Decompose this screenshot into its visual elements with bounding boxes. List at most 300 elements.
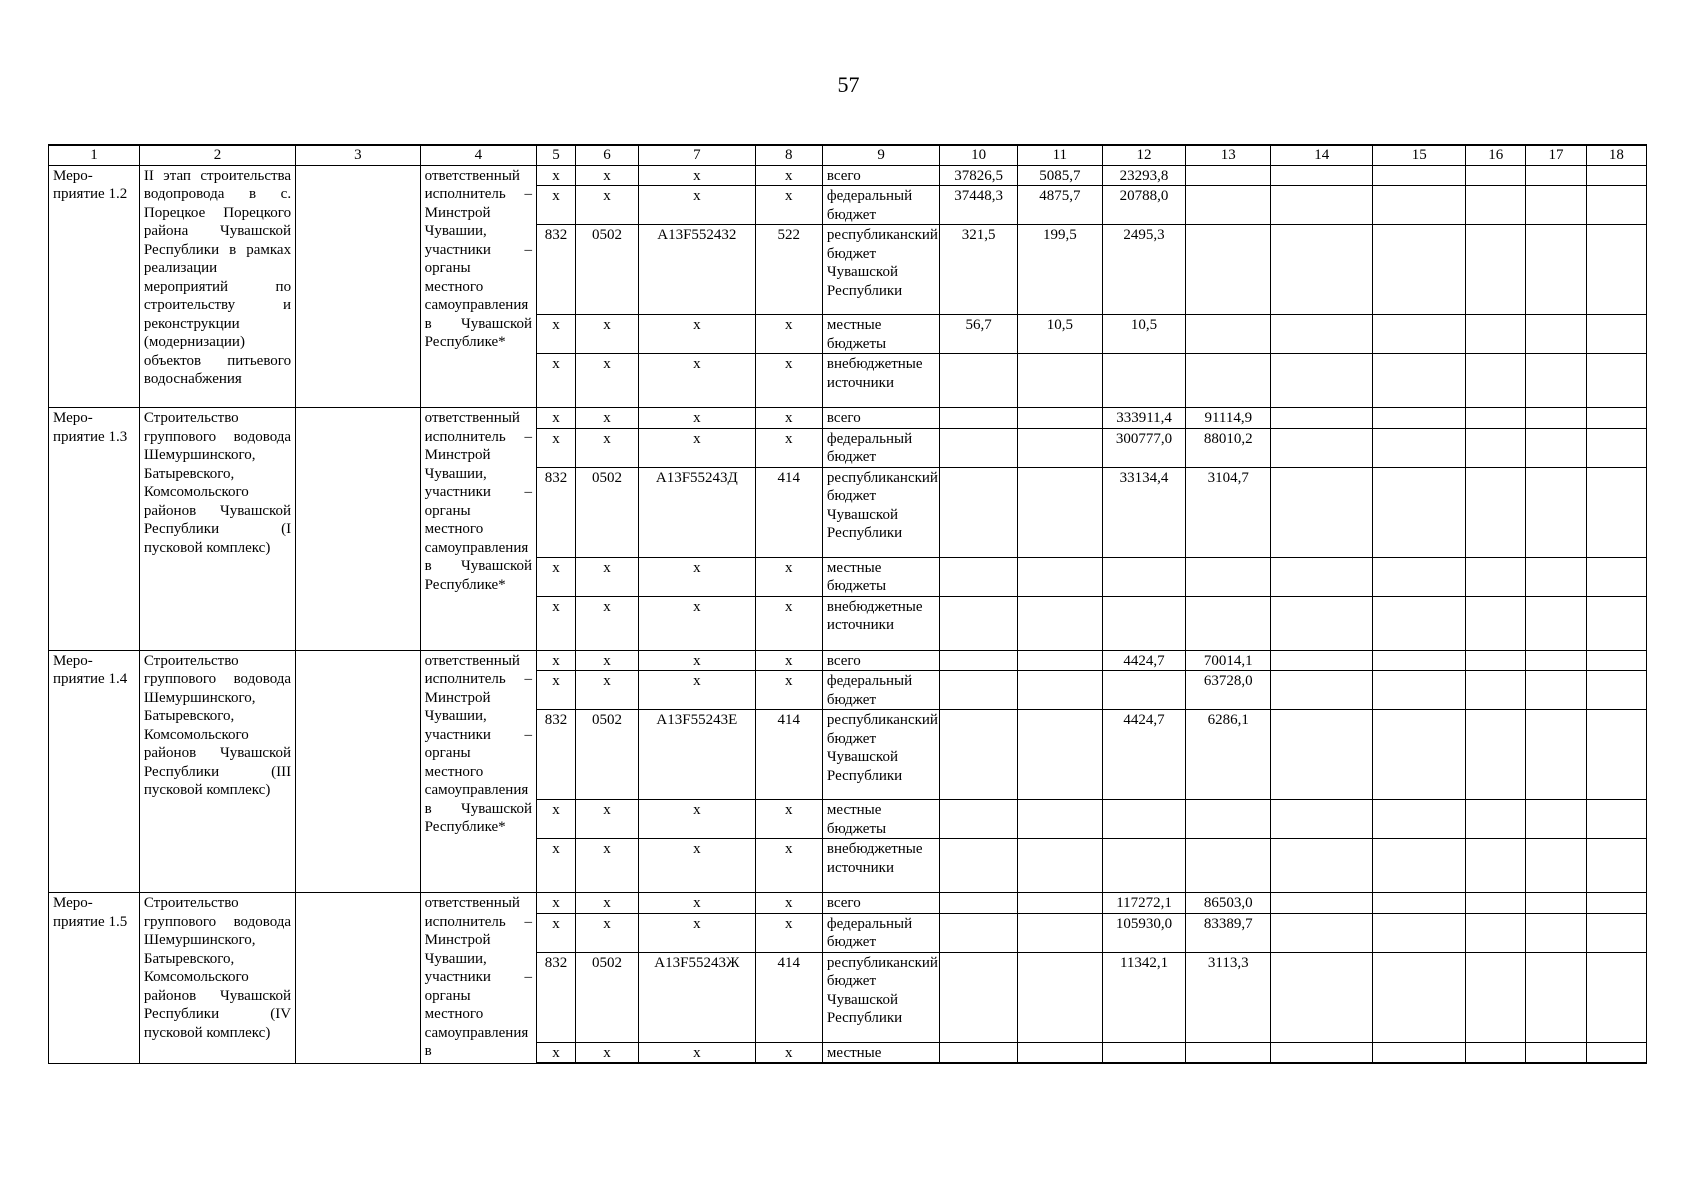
empty-col16 [1466,467,1526,557]
value-col13 [1186,165,1271,186]
grbs-code: x [537,671,576,710]
value-col12 [1102,557,1186,596]
header-col-12: 12 [1102,145,1186,165]
value-col11 [1017,913,1102,952]
empty-col17 [1526,839,1586,893]
empty-col15 [1373,913,1466,952]
value-col10: 56,7 [940,315,1018,354]
empty-col18 [1586,315,1646,354]
value-col11 [1017,557,1102,596]
value-col12 [1102,354,1186,408]
value-col10 [940,596,1018,650]
value-col10 [940,408,1018,429]
funding-source: всего [822,408,939,429]
empty-col14 [1271,1042,1373,1063]
header-col-15: 15 [1373,145,1466,165]
target-article-code: x [639,913,755,952]
empty-col14 [1271,165,1373,186]
grbs-code: 832 [537,710,576,800]
funding-source: республиканский бюджет Чувашской Республики [822,225,939,315]
value-col13 [1186,557,1271,596]
executor: ответственный исполнитель – Минстрой Чувашии, участники – органы местного самоуправления в Чувашской Республике* [420,165,536,408]
target-article-code: x [639,839,755,893]
empty-col17 [1526,1042,1586,1063]
event-number: Меро-приятие 1.3 [49,408,140,651]
target-article-code: x [639,165,755,186]
empty-col17 [1526,710,1586,800]
empty-col18 [1586,893,1646,914]
empty-col15 [1373,557,1466,596]
expense-type-code: x [755,428,822,467]
value-col11 [1017,354,1102,408]
empty-col16 [1466,800,1526,839]
value-col12: 11342,1 [1102,952,1186,1042]
section-code: x [575,800,638,839]
empty-col17 [1526,354,1586,408]
section-code: x [575,893,638,914]
funding-source: местные [822,1042,939,1063]
funding-source: внебюджетные источники [822,596,939,650]
empty-col15 [1373,893,1466,914]
grbs-code: x [537,408,576,429]
empty-col17 [1526,186,1586,225]
empty-col15 [1373,408,1466,429]
header-col-13: 13 [1186,145,1271,165]
grbs-code: 832 [537,225,576,315]
empty-col16 [1466,225,1526,315]
event-name: Строительство группового водовода Шемуршинского, Батыревского, Комсомольского районов Чувашской Республики (I пусковой комплекс) [139,408,295,651]
expense-type-code: x [755,800,822,839]
value-col12 [1102,839,1186,893]
empty-col15 [1373,596,1466,650]
event-number: Меро-приятие 1.4 [49,650,140,893]
grbs-code: 832 [537,467,576,557]
value-col11 [1017,1042,1102,1063]
empty-col14 [1271,315,1373,354]
value-col12: 2495,3 [1102,225,1186,315]
section-code: x [575,650,638,671]
value-col12: 4424,7 [1102,710,1186,800]
grbs-code: x [537,800,576,839]
empty-col18 [1586,428,1646,467]
empty-col18 [1586,165,1646,186]
empty-col17 [1526,952,1586,1042]
value-col11 [1017,893,1102,914]
value-col13 [1186,315,1271,354]
empty-col16 [1466,913,1526,952]
empty-col17 [1526,408,1586,429]
value-col13: 70014,1 [1186,650,1271,671]
value-col12: 33134,4 [1102,467,1186,557]
section-code: x [575,1042,638,1063]
value-col12: 105930,0 [1102,913,1186,952]
value-col12: 4424,7 [1102,650,1186,671]
value-col12: 20788,0 [1102,186,1186,225]
value-col13: 83389,7 [1186,913,1271,952]
expense-type-code: x [755,650,822,671]
empty-col16 [1466,893,1526,914]
value-col12: 23293,8 [1102,165,1186,186]
section-code: 0502 [575,952,638,1042]
empty-col14 [1271,913,1373,952]
header-col-2: 2 [139,145,295,165]
empty-col16 [1466,650,1526,671]
empty-col14 [1271,225,1373,315]
funding-source: всего [822,650,939,671]
empty-col15 [1373,671,1466,710]
empty-col17 [1526,165,1586,186]
funding-source: местные бюджеты [822,557,939,596]
value-col13: 88010,2 [1186,428,1271,467]
empty-col17 [1526,596,1586,650]
funding-source: федеральный бюджет [822,913,939,952]
header-col-17: 17 [1526,145,1586,165]
value-col10 [940,913,1018,952]
empty-col14 [1271,710,1373,800]
funding-source: республиканский бюджет Чувашской Республики [822,952,939,1042]
empty-col16 [1466,186,1526,225]
empty-col14 [1271,650,1373,671]
empty-col16 [1466,671,1526,710]
col3-cell [296,650,421,893]
empty-col16 [1466,428,1526,467]
grbs-code: x [537,1042,576,1063]
value-col13: 3104,7 [1186,467,1271,557]
empty-col18 [1586,710,1646,800]
empty-col16 [1466,839,1526,893]
empty-col16 [1466,952,1526,1042]
expense-type-code: x [755,165,822,186]
header-col-6: 6 [575,145,638,165]
target-article-code: x [639,354,755,408]
expense-type-code: x [755,315,822,354]
empty-col15 [1373,800,1466,839]
value-col13: 6286,1 [1186,710,1271,800]
value-col11: 10,5 [1017,315,1102,354]
section-code: 0502 [575,467,638,557]
grbs-code: x [537,893,576,914]
empty-col17 [1526,893,1586,914]
funding-source: республиканский бюджет Чувашской Республики [822,710,939,800]
header-col-10: 10 [940,145,1018,165]
empty-col15 [1373,650,1466,671]
grbs-code: 832 [537,952,576,1042]
empty-col16 [1466,1042,1526,1063]
target-article-code: x [639,557,755,596]
value-col10 [940,428,1018,467]
empty-col18 [1586,839,1646,893]
empty-col15 [1373,467,1466,557]
value-col12 [1102,1042,1186,1063]
header-col-4: 4 [420,145,536,165]
value-col13: 91114,9 [1186,408,1271,429]
empty-col18 [1586,186,1646,225]
empty-col14 [1271,186,1373,225]
section-code: x [575,354,638,408]
target-article-code: x [639,800,755,839]
target-article-code: x [639,186,755,225]
event-number: Меро-приятие 1.5 [49,893,140,1064]
table-row [49,650,1647,671]
header-row [49,145,1647,165]
event-name: II этап строительства водопровода в с. Порецкое Порецкого района Чувашской Республики в рамках реализации мероприятий по строительству и реконструкции (модернизации) объектов питьевого водоснабжения [139,165,295,408]
grbs-code: x [537,596,576,650]
empty-col18 [1586,671,1646,710]
header-col-7: 7 [639,145,755,165]
value-col11 [1017,650,1102,671]
empty-col15 [1373,839,1466,893]
grbs-code: x [537,557,576,596]
expense-type-code: x [755,893,822,914]
expense-type-code: x [755,557,822,596]
executor: ответственный исполнитель – Минстрой Чувашии, участники – органы местного самоуправления в Чувашской Республике* [420,408,536,651]
value-col10: 321,5 [940,225,1018,315]
target-article-code: А13F55243Ж [639,952,755,1042]
empty-col15 [1373,428,1466,467]
funding-source: внебюджетные источники [822,839,939,893]
value-col10 [940,1042,1018,1063]
empty-col16 [1466,315,1526,354]
funding-source: федеральный бюджет [822,186,939,225]
empty-col15 [1373,354,1466,408]
section-code: x [575,165,638,186]
empty-col17 [1526,428,1586,467]
expense-type-code: 522 [755,225,822,315]
col3-cell [296,893,421,1064]
funding-source: федеральный бюджет [822,428,939,467]
expense-type-code: 414 [755,952,822,1042]
empty-col18 [1586,225,1646,315]
section-code: x [575,186,638,225]
section-code: x [575,839,638,893]
empty-col17 [1526,467,1586,557]
col3-cell [296,165,421,408]
empty-col14 [1271,408,1373,429]
value-col11 [1017,671,1102,710]
empty-col14 [1271,596,1373,650]
empty-col18 [1586,1042,1646,1063]
section-code: x [575,671,638,710]
value-col11 [1017,428,1102,467]
value-col12 [1102,671,1186,710]
value-col11: 5085,7 [1017,165,1102,186]
value-col11 [1017,952,1102,1042]
value-col10 [940,650,1018,671]
value-col10: 37448,3 [940,186,1018,225]
empty-col14 [1271,839,1373,893]
empty-col15 [1373,952,1466,1042]
target-article-code: x [639,893,755,914]
value-col12: 10,5 [1102,315,1186,354]
empty-col15 [1373,186,1466,225]
empty-col18 [1586,913,1646,952]
value-col12: 300777,0 [1102,428,1186,467]
empty-col14 [1271,800,1373,839]
empty-col16 [1466,165,1526,186]
value-col10 [940,800,1018,839]
value-col13 [1186,1042,1271,1063]
value-col10 [940,952,1018,1042]
value-col11: 199,5 [1017,225,1102,315]
empty-col17 [1526,913,1586,952]
empty-col15 [1373,1042,1466,1063]
empty-col15 [1373,710,1466,800]
section-code: x [575,596,638,650]
section-code: 0502 [575,225,638,315]
target-article-code: x [639,650,755,671]
section-code: 0502 [575,710,638,800]
header-col-16: 16 [1466,145,1526,165]
empty-col16 [1466,408,1526,429]
header-col-9: 9 [822,145,939,165]
value-col13 [1186,800,1271,839]
value-col10 [940,839,1018,893]
expense-type-code: x [755,596,822,650]
empty-col15 [1373,165,1466,186]
header-col-3: 3 [296,145,421,165]
target-article-code: А13F55243Д [639,467,755,557]
empty-col14 [1271,893,1373,914]
header-col-1: 1 [49,145,140,165]
event-number: Меро-приятие 1.2 [49,165,140,408]
value-col11 [1017,839,1102,893]
funding-source: внебюджетные источники [822,354,939,408]
target-article-code: x [639,428,755,467]
empty-col17 [1526,650,1586,671]
executor: ответственный исполнитель – Минстрой Чувашии, участники – органы местного самоуправления в Чувашской Республике* [420,650,536,893]
value-col13 [1186,186,1271,225]
header-col-18: 18 [1586,145,1646,165]
value-col13 [1186,839,1271,893]
empty-col14 [1271,467,1373,557]
grbs-code: x [537,650,576,671]
value-col12: 333911,4 [1102,408,1186,429]
empty-col18 [1586,408,1646,429]
empty-col16 [1466,710,1526,800]
target-article-code: А13F552432 [639,225,755,315]
funding-source: федеральный бюджет [822,671,939,710]
target-article-code: x [639,671,755,710]
table-row [49,893,1647,914]
funding-source: всего [822,165,939,186]
section-code: x [575,428,638,467]
value-col13: 63728,0 [1186,671,1271,710]
empty-col17 [1526,800,1586,839]
expense-type-code: x [755,913,822,952]
grbs-code: x [537,839,576,893]
target-article-code: x [639,408,755,429]
grbs-code: x [537,315,576,354]
value-col12: 117272,1 [1102,893,1186,914]
empty-col17 [1526,225,1586,315]
expense-type-code: x [755,671,822,710]
expense-type-code: x [755,354,822,408]
section-code: x [575,408,638,429]
empty-col18 [1586,800,1646,839]
empty-col18 [1586,596,1646,650]
target-article-code: x [639,596,755,650]
value-col11 [1017,710,1102,800]
grbs-code: x [537,186,576,225]
expense-type-code: 414 [755,710,822,800]
event-name: Строительство группового водовода Шемуршинского, Батыревского, Комсомольского районов Чувашской Республики (IV пусковой комплекс) [139,893,295,1064]
grbs-code: x [537,428,576,467]
value-col11 [1017,596,1102,650]
expense-type-code: x [755,186,822,225]
section-code: x [575,913,638,952]
funding-source: местные бюджеты [822,315,939,354]
empty-col16 [1466,354,1526,408]
funding-source: республиканский бюджет Чувашской Республики [822,467,939,557]
budget-table [48,144,1647,1064]
value-col11 [1017,800,1102,839]
value-col10 [940,710,1018,800]
header-col-5: 5 [537,145,576,165]
empty-col18 [1586,467,1646,557]
header-col-14: 14 [1271,145,1373,165]
empty-col17 [1526,671,1586,710]
empty-col18 [1586,557,1646,596]
event-name: Строительство группового водовода Шемуршинского, Батыревского, Комсомольского районов Чувашской Республики (III пусковой комплекс) [139,650,295,893]
value-col13: 3113,3 [1186,952,1271,1042]
value-col13: 86503,0 [1186,893,1271,914]
expense-type-code: x [755,408,822,429]
grbs-code: x [537,165,576,186]
empty-col14 [1271,557,1373,596]
value-col10 [940,671,1018,710]
grbs-code: x [537,913,576,952]
table-row [49,165,1647,186]
empty-col14 [1271,671,1373,710]
section-code: x [575,557,638,596]
empty-col15 [1373,315,1466,354]
value-col12 [1102,596,1186,650]
target-article-code: А13F55243Е [639,710,755,800]
empty-col14 [1271,354,1373,408]
expense-type-code: x [755,839,822,893]
section-code: x [575,315,638,354]
value-col10: 37826,5 [940,165,1018,186]
value-col13 [1186,596,1271,650]
expense-type-code: x [755,1042,822,1063]
empty-col18 [1586,650,1646,671]
target-article-code: x [639,315,755,354]
value-col11 [1017,467,1102,557]
value-col11: 4875,7 [1017,186,1102,225]
value-col10 [940,354,1018,408]
empty-col16 [1466,557,1526,596]
expense-type-code: 414 [755,467,822,557]
empty-col15 [1373,225,1466,315]
value-col13 [1186,225,1271,315]
header-col-8: 8 [755,145,822,165]
empty-col17 [1526,315,1586,354]
col3-cell [296,408,421,651]
value-col13 [1186,354,1271,408]
empty-col14 [1271,952,1373,1042]
empty-col18 [1586,952,1646,1042]
value-col10 [940,557,1018,596]
grbs-code: x [537,354,576,408]
executor: ответственный исполнитель – Минстрой Чувашии, участники – органы местного самоуправления в [420,893,536,1064]
empty-col17 [1526,557,1586,596]
funding-source: местные бюджеты [822,800,939,839]
table-row [49,408,1647,429]
value-col10 [940,467,1018,557]
empty-col18 [1586,354,1646,408]
empty-col16 [1466,596,1526,650]
value-col11 [1017,408,1102,429]
